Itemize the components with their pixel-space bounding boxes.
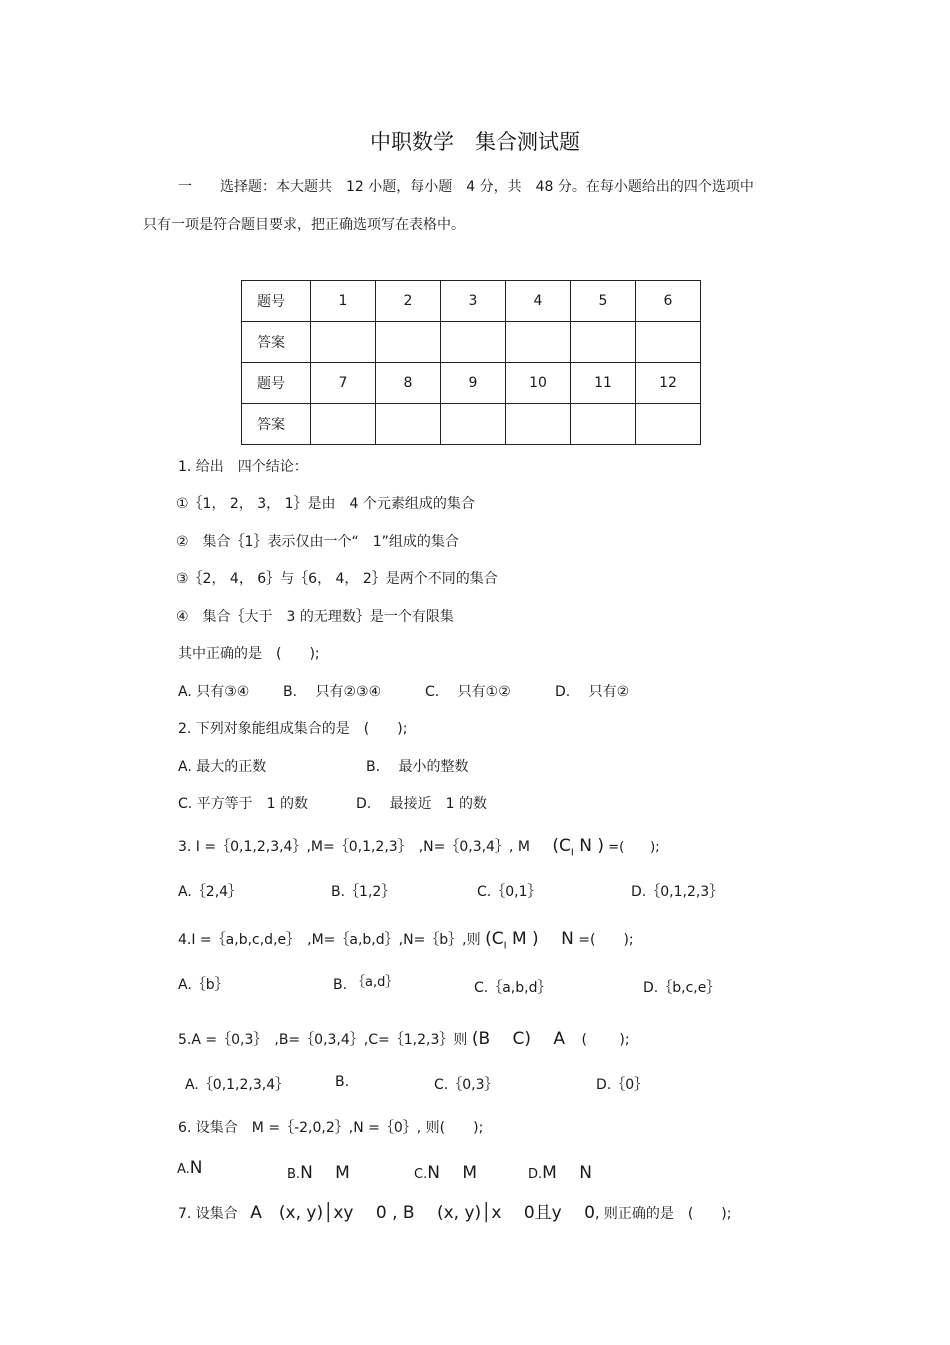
q6-option-a-label: A. xyxy=(177,1162,190,1177)
q5-option-b: B. xyxy=(335,1074,350,1090)
q2-option-b: B. 最小的整数 xyxy=(366,759,469,775)
q4-option-b-label: B. xyxy=(333,977,348,993)
q5-option-c: C.｛0,3｝ xyxy=(434,1077,499,1093)
q1-statement-2: ② 集合｛1｝表示仅由一个“ 1”组成的集合 xyxy=(176,534,459,550)
table-row xyxy=(242,322,701,363)
question-number-cell: 4 xyxy=(506,281,571,322)
q6-option-a xyxy=(177,1158,203,1178)
q3-expression xyxy=(552,836,605,859)
q5-option-d: D.｛0｝ xyxy=(596,1077,649,1093)
q6-option-d-value: M N xyxy=(542,1163,592,1183)
answer-cell[interactable] xyxy=(506,322,571,363)
question-number-cell: 11 xyxy=(571,363,636,404)
q2-option-d: D. 最接近 1 的数 xyxy=(356,796,488,812)
q6-option-b-value: N M xyxy=(300,1163,350,1183)
q4-expression xyxy=(485,929,574,952)
q4-stem-text: 4.I =｛a,b,c,d,e｝ ,M=｛a,b,d｝,N=｛b｝,则 xyxy=(178,932,481,948)
section-intro-line2: 只有一项是符合题目要求，把正确选项写在表格中。 xyxy=(143,217,465,233)
q4-expr-part2: M ) N xyxy=(506,929,574,949)
question-number-cell: 8 xyxy=(376,363,441,404)
q7-stem xyxy=(178,1198,731,1223)
q1-stem: 1. 给出 四个结论： xyxy=(178,459,308,475)
q7-expression: A (x, y)│xy 0 , B (x, y)│x 0且y 0 xyxy=(250,1203,595,1223)
question-number-cell: 1 xyxy=(311,281,376,322)
q6-stem: 6. 设集合 M =｛-2,0,2｝,N =｛0｝, 则( ); xyxy=(178,1120,484,1136)
q3-option-c: C.｛0,1｝ xyxy=(477,884,542,900)
q3-expr-part2: N ) xyxy=(573,836,605,856)
q4-option-b-value: ｛a,d｝ xyxy=(352,975,399,990)
q1-option-b: B. 只有②③④ xyxy=(283,684,382,700)
q6-option-b-label: B. xyxy=(287,1167,301,1182)
q6-option-a-value: N xyxy=(189,1158,203,1178)
table-row-label: 答案 xyxy=(242,322,311,363)
q6-option-d-label: D. xyxy=(528,1167,543,1182)
answer-cell[interactable] xyxy=(441,404,506,445)
section-intro-line1: 一 选择题：本大题共 12 小题，每小题 4 分，共 48 分。在每小题给出的四个选项中 xyxy=(178,179,754,195)
q4-option-a: A.｛b｝ xyxy=(178,977,229,993)
question-number-cell: 10 xyxy=(506,363,571,404)
q5-option-a: A.｛0,1,2,3,4｝ xyxy=(185,1077,290,1093)
q7-stem-text: 7. 设集合 xyxy=(178,1206,238,1222)
answer-cell[interactable] xyxy=(571,404,636,445)
table-row-label: 答案 xyxy=(242,404,311,445)
q2-option-c: C. 平方等于 1 的数 xyxy=(178,796,309,812)
q4-option-c: C.｛a,b,d｝ xyxy=(474,980,552,996)
table-row xyxy=(242,281,701,322)
q3-option-a: A.｛2,4｝ xyxy=(178,884,243,900)
q2-option-a: A. 最大的正数 xyxy=(178,759,267,775)
question-number-cell: 9 xyxy=(441,363,506,404)
q5-tail: ( ); xyxy=(581,1032,630,1048)
answer-cell[interactable] xyxy=(636,322,701,363)
table-row xyxy=(242,363,701,404)
q4-stem xyxy=(178,924,634,951)
q6-option-c-label: C. xyxy=(414,1167,428,1182)
q4-expr-part: (C xyxy=(485,929,504,949)
answer-cell[interactable] xyxy=(376,322,441,363)
q5-stem-text: 5.A =｛0,3｝ ,B=｛0,3,4｝,C=｛1,2,3｝则 xyxy=(178,1032,468,1048)
question-number-cell: 12 xyxy=(636,363,701,404)
q4-tail: =( ); xyxy=(573,932,634,948)
q1-option-a: A. 只有③④ xyxy=(178,684,250,700)
question-number-cell: 2 xyxy=(376,281,441,322)
q1-option-d: D. 只有② xyxy=(555,684,630,700)
answer-cell[interactable] xyxy=(311,404,376,445)
answer-cell[interactable] xyxy=(441,322,506,363)
q6-option-c-value: N M xyxy=(427,1163,478,1183)
table-row-label: 题号 xyxy=(242,363,311,404)
q6-option-c xyxy=(414,1158,477,1183)
q4-option-d: D.｛b,c,e｝ xyxy=(643,980,721,996)
question-number-cell: 3 xyxy=(441,281,506,322)
q2-stem: 2. 下列对象能组成集合的是 ( ); xyxy=(178,721,408,737)
q3-expr-part: (C xyxy=(552,836,571,856)
q1-statement-3: ③｛2， 4， 6｝与｛6， 4， 2｝是两个不同的集合 xyxy=(176,571,498,587)
answer-cell[interactable] xyxy=(636,404,701,445)
q1-statement-4: ④ 集合｛大于 3 的无理数｝是一个有限集 xyxy=(176,609,454,625)
q3-expr-sub: I xyxy=(570,847,574,859)
q3-tail: =( ); xyxy=(604,840,660,855)
answer-cell[interactable] xyxy=(571,322,636,363)
answer-cell[interactable] xyxy=(311,322,376,363)
answer-cell[interactable] xyxy=(376,404,441,445)
table-row-label: 题号 xyxy=(242,281,311,322)
page-title: 中职数学 集合测试题 xyxy=(370,130,580,154)
q6-option-d xyxy=(528,1158,592,1183)
q3-option-b: B.｛1,2｝ xyxy=(331,884,396,900)
q1-option-c: C. 只有①② xyxy=(425,684,511,700)
q7-tail: , 则正确的是 ( ); xyxy=(594,1206,732,1222)
q3-option-d: D.｛0,1,2,3｝ xyxy=(631,884,724,900)
answer-table xyxy=(241,280,701,445)
q1-statement-1: ①｛1， 2， 3， 1｝是由 4 个元素组成的集合 xyxy=(176,496,475,512)
q1-ask: 其中正确的是 ( ); xyxy=(178,646,320,662)
q3-stem xyxy=(178,836,660,858)
question-number-cell: 6 xyxy=(636,281,701,322)
answer-cell[interactable] xyxy=(506,404,571,445)
q6-option-b xyxy=(287,1158,350,1183)
q4-expr-sub: I xyxy=(503,940,507,952)
question-number-cell: 5 xyxy=(571,281,636,322)
q5-stem xyxy=(178,1024,630,1049)
table-row xyxy=(242,404,701,445)
q5-expression: (B C) A xyxy=(471,1029,566,1049)
question-number-cell: 7 xyxy=(311,363,376,404)
q3-stem-text: 3. I =｛0,1,2,3,4｝,M=｛0,1,2,3｝ ,N=｛0,3,4｝, M xyxy=(178,839,530,855)
